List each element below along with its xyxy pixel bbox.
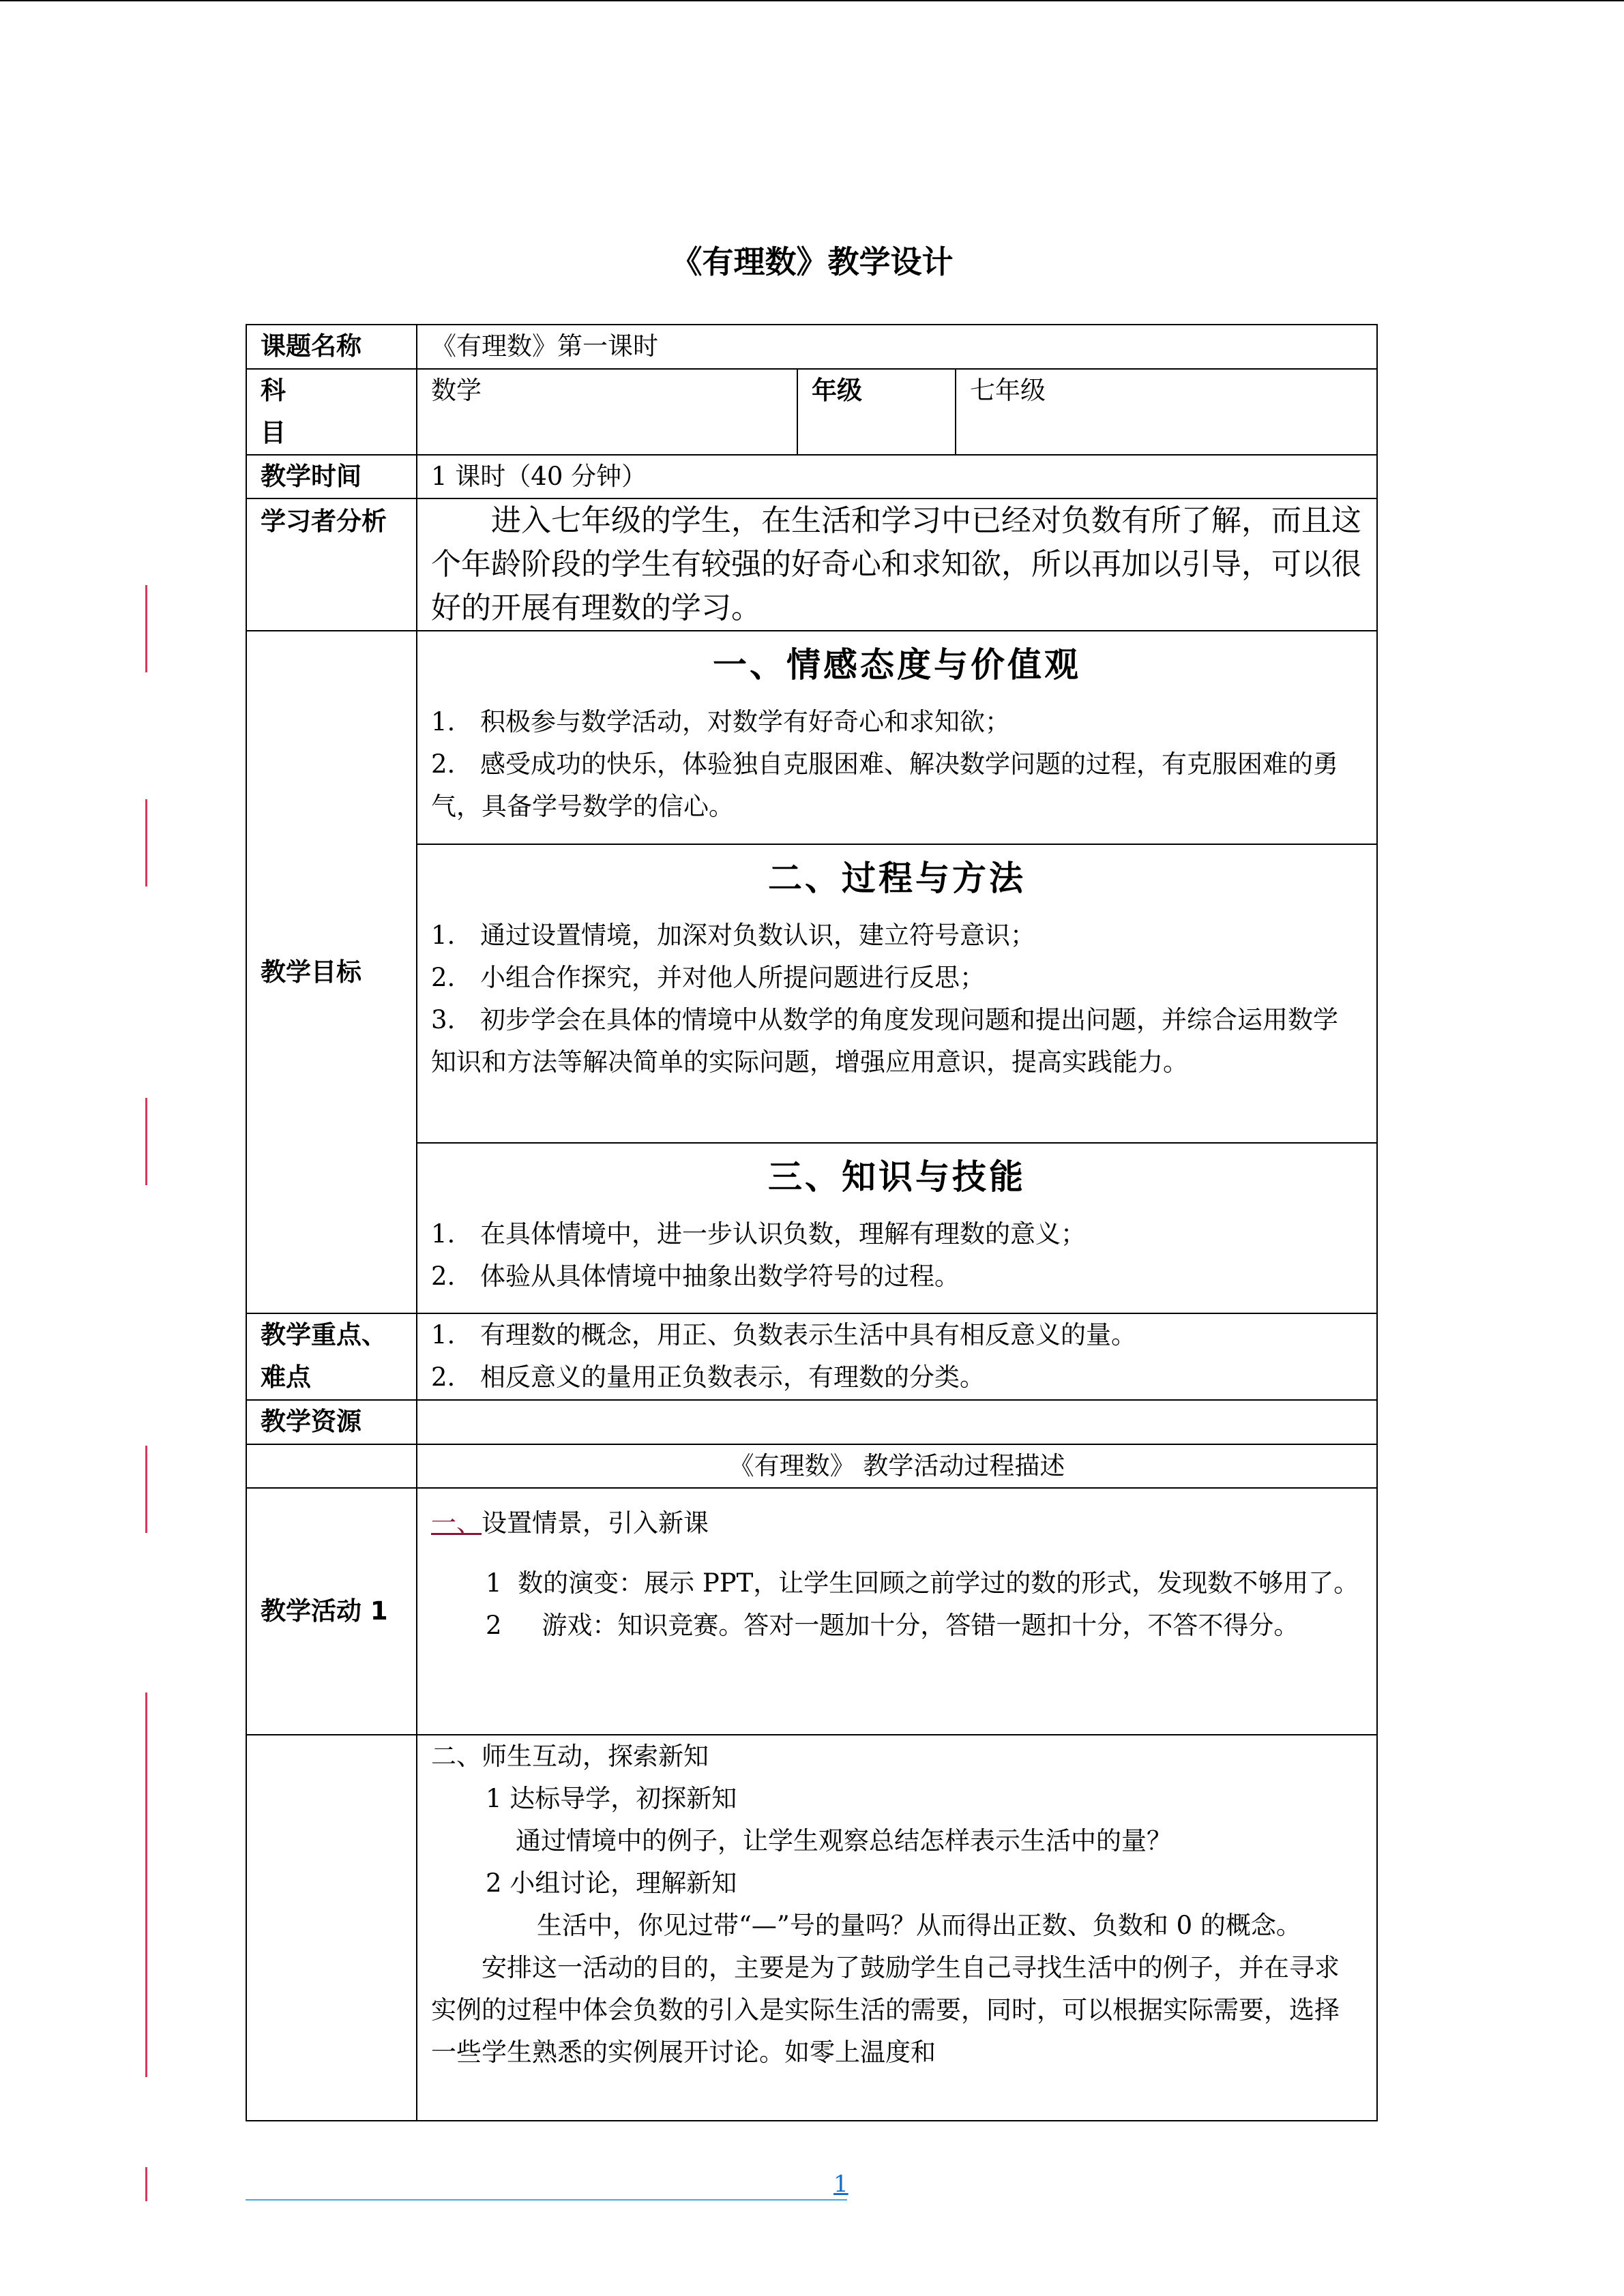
row-objective-1 <box>246 631 1377 844</box>
footer-line <box>246 2199 847 2201</box>
learner-analysis-label: 学习者分析 <box>246 498 417 631</box>
activity-2-step-1: 1 达标导学，初探新知 <box>486 1784 737 1813</box>
row-learner-analysis <box>246 498 1377 631</box>
activity-1-item-2: 2 游戏：知识竞赛。答对一题加十分，答错一题扣十分，不答不得分。 <box>486 1611 1299 1640</box>
learner-analysis-cell <box>417 498 1377 631</box>
margin-mark <box>145 1446 147 1533</box>
row-subject <box>246 369 1377 455</box>
objective-2-item-3: 3. 初步学会在具体的情境中从数学的角度发现问题和提出问题，并综合运用数学知识和方法等解决简单的实际问题，增强应用意识，提高实践能力。 <box>431 1005 1338 1077</box>
margin-mark <box>145 2167 147 2201</box>
activity-2-label <box>246 1735 417 2121</box>
resources-value <box>417 1400 1377 1444</box>
row-activity-header <box>246 1444 1377 1488</box>
grade-label: 年级 <box>797 369 956 455</box>
page-number[interactable]: 1 <box>833 2171 848 2198</box>
subject-value: 数学 <box>417 369 797 455</box>
row-course-name <box>246 325 1377 369</box>
activity-1-item-1: 1 数的演变：展示 PPT，让学生回顾之前学过的数的形式，发现数不够用了。 <box>486 1568 1359 1598</box>
page-title: 《有理数》教学设计 <box>670 243 954 280</box>
course-name-value: 《有理数》第一课时 <box>417 325 1377 369</box>
resources-label: 教学资源 <box>246 1400 417 1444</box>
objective-1-item-1: 1. 积极参与数学活动，对数学有好奇心和求知欲； <box>431 707 1010 736</box>
activity-2-heading: 二、师生互动，探索新知 <box>431 1742 709 1771</box>
objective-1-item-2: 2. 感受成功的快乐，体验独自克服困难、解决数学问题的过程，有克服困难的勇气，具备学号数学的信心。 <box>431 749 1338 821</box>
margin-mark <box>145 1693 147 2077</box>
activity-1-cell <box>417 1488 1377 1735</box>
margin-mark <box>145 1098 147 1185</box>
activity-header-empty <box>246 1444 417 1488</box>
activity-1-label: 教学活动 1 <box>246 1488 417 1735</box>
key-point-2: 2. 相反意义的量用正负数表示，有理数的分类。 <box>431 1362 985 1392</box>
activity-2-cell <box>417 1735 1377 2121</box>
course-name-label: 课题名称 <box>246 325 417 369</box>
objectives-label: 教学目标 <box>246 631 417 1313</box>
key-points-label: 教学重点、难点 <box>246 1313 417 1400</box>
objective-2-item-2: 2. 小组合作探究，并对他人所提问题进行反思； <box>431 963 985 992</box>
objective-heading-1: 一、情感态度与价值观 <box>713 645 1081 685</box>
objective-heading-2: 二、过程与方法 <box>768 859 1026 898</box>
activity-header: 《有理数》 教学活动过程描述 <box>417 1444 1377 1488</box>
grade-value: 七年级 <box>956 369 1377 455</box>
row-activity-2 <box>246 1735 1377 2121</box>
margin-mark <box>145 799 147 886</box>
teaching-time-label: 教学时间 <box>246 455 417 498</box>
activity-2-step-2-text: 生活中，你见过带“—”号的量吗？从而得出正数、负数和 0 的概念。 <box>537 1911 1301 1940</box>
teaching-time-value: 1 课时（40 分钟） <box>417 455 1377 498</box>
objective-heading-3: 三、知识与技能 <box>768 1157 1026 1197</box>
activity-2-step-1-text: 通过情境中的例子，让学生观察总结怎样表示生活中的量？ <box>516 1826 1172 1855</box>
subject-label: 科 目 <box>246 369 417 455</box>
margin-mark <box>145 585 147 672</box>
learner-analysis-text: 进入七年级的学生，在生活和学习中已经对负数有所了解，而且这个年龄阶段的学生有较强的好奇心和求知欲，所以再加以引导，可以很好的开展有理数的学习。 <box>431 503 1361 625</box>
objective-section-2 <box>417 844 1377 1143</box>
row-teaching-time <box>246 455 1377 498</box>
top-border <box>0 0 1624 1</box>
activity-2-step-2: 2 小组讨论，理解新知 <box>486 1868 737 1898</box>
key-point-1: 1. 有理数的概念，用正、负数表示生活中具有相反意义的量。 <box>431 1320 1136 1350</box>
objective-3-item-1: 1. 在具体情境中，进一步认识负数，理解有理数的意义； <box>431 1219 1086 1249</box>
row-key-points <box>246 1313 1377 1400</box>
row-resources <box>246 1400 1377 1444</box>
activity-2-paragraph: 安排这一活动的目的，主要是为了鼓励学生自己寻找生活中的例子，并在寻求实例的过程中体会负数的引入是实际生活的需要，同时，可以根据实际需要，选择一些学生熟悉的实例展开讨论。如零上温度和 <box>431 1953 1340 2067</box>
row-activity-1 <box>246 1488 1377 1735</box>
objective-2-item-1: 1. 通过设置情境，加深对负数认识，建立符号意识； <box>431 921 1035 950</box>
activity-1-heading: 一、设置情景，引入新课 <box>431 1508 709 1538</box>
objective-3-item-2: 2. 体验从具体情境中抽象出数学符号的过程。 <box>431 1262 960 1291</box>
key-points-cell <box>417 1313 1377 1400</box>
objective-section-1 <box>417 631 1377 844</box>
lesson-plan-table <box>246 324 1378 2121</box>
objective-section-3 <box>417 1143 1377 1313</box>
